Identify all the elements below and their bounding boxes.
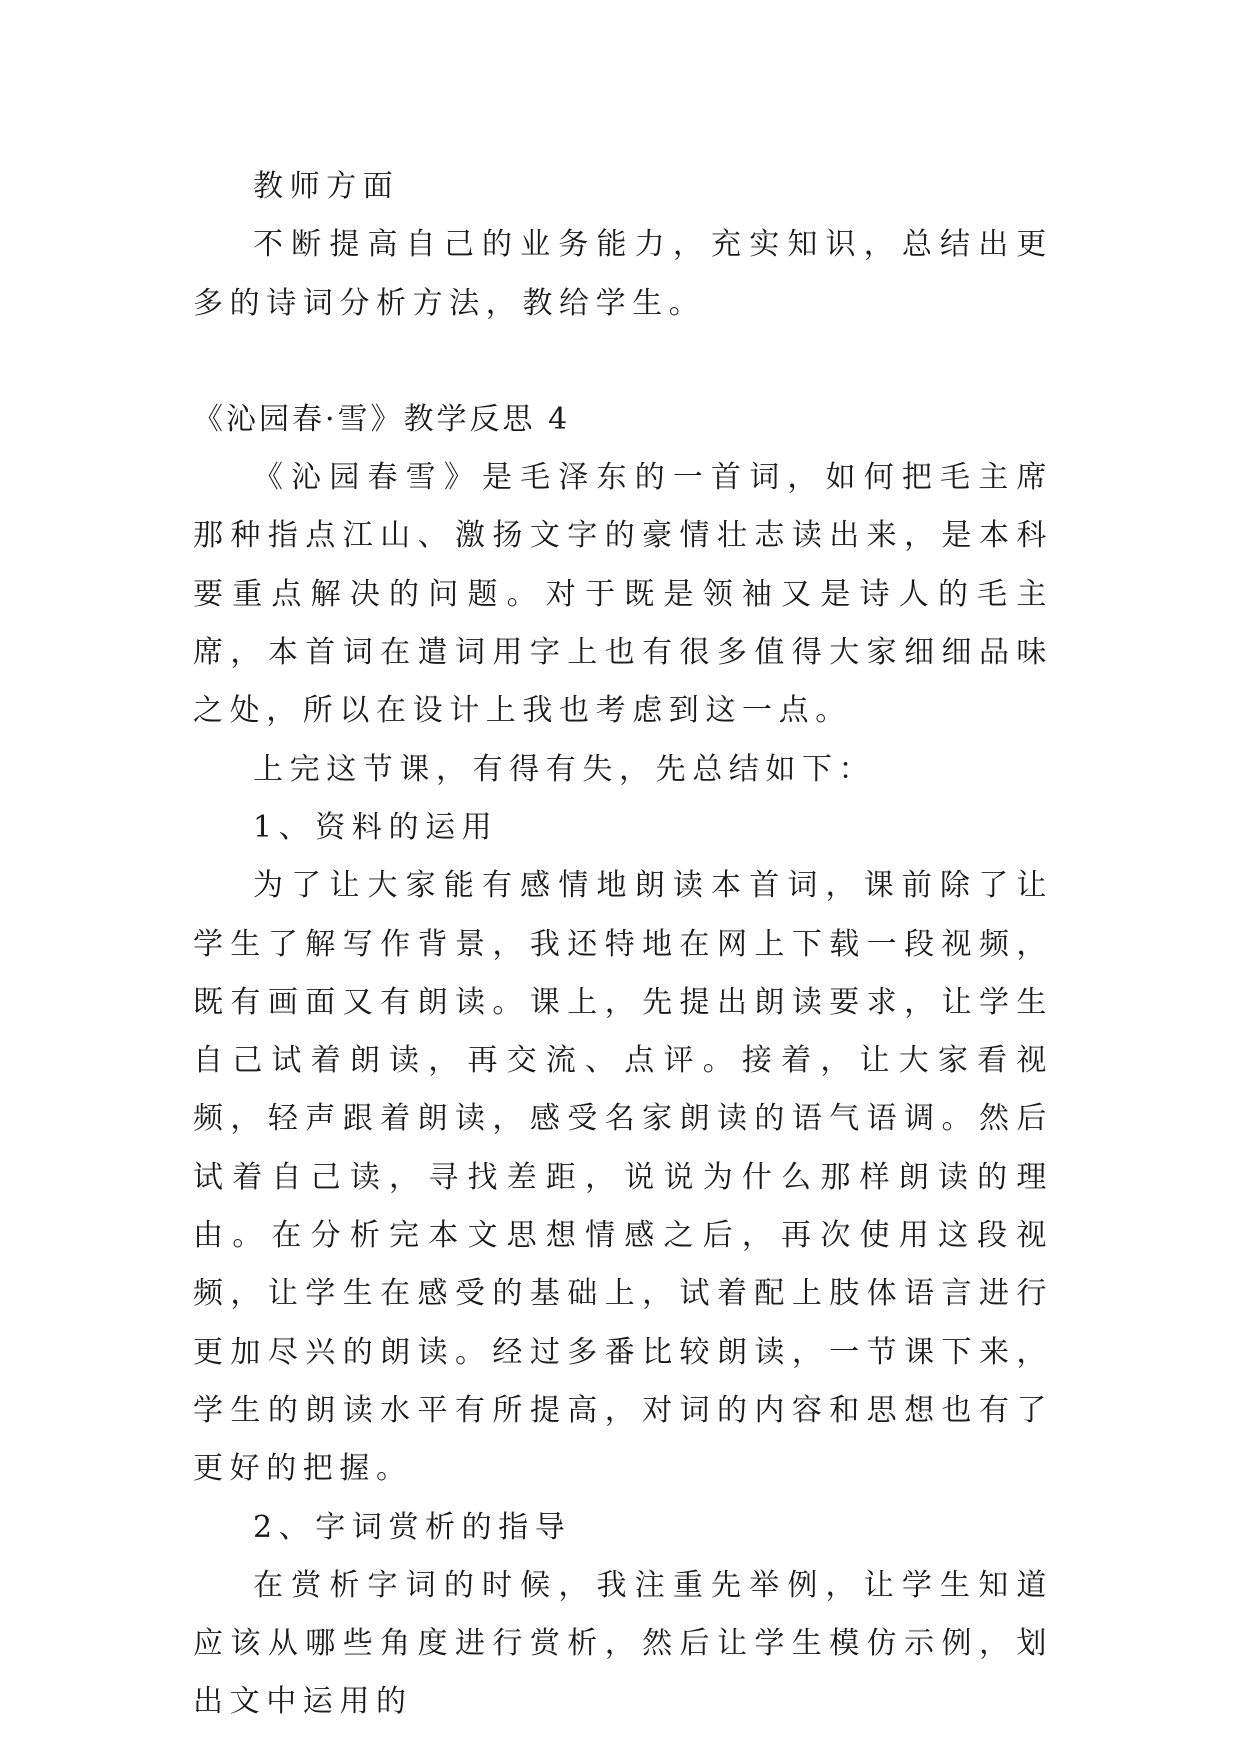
section-title: 《沁园春·雪》教学反思 4: [193, 401, 571, 437]
paragraph-teacher-body: 不断提高自己的业务能力，充实知识，总结出更多的诗词分析方法，教给学生。: [193, 227, 1053, 321]
document-body: [193, 158, 1053, 1732]
section-spacer: [193, 333, 1053, 391]
paragraph-intro: 《沁园春雪》是毛泽东的一首词，如何把毛主席那种指点江山、激扬文字的豪情壮志读出来，是本科要重点解决的问题。对于既是领袖又是诗人的毛主席，本首词在遣词用字上也有很多值得大家细细品味之处，所以在设计上我也考虑到这一点。: [193, 460, 1053, 729]
point1-body: 为了让大家能有感情地朗读本首词，课前除了让学生了解写作背景，我还特地在网上下载一段视频，既有画面又有朗读。课上，先提出朗读要求，让学生自己试着朗读，再交流、点评。接着，让大家看视频，轻声跟着朗读，感受名家朗读的语气语调。然后试着自己读，寻找差距，说说为什么那样朗读的理由。在分析完本文思想情感之后，再次使用这段视频，让学生在感受的基础上，试着配上肢体语言进行更加尽兴的朗读。经过多番比较朗读，一节课下来，学生的朗读水平有所提高，对词的内容和思想也有了更好的把握。: [193, 868, 1053, 1487]
point2-title: 2、字词赏析的指导: [253, 1509, 572, 1545]
paragraph-summary-lead: 上完这节课，有得有失，先总结如下：: [253, 751, 876, 787]
point2-body: 在赏析字词的时候，我注重先举例，让学生知道应该从哪些角度进行赏析，然后让学生模仿示例，划出文中运用的: [193, 1567, 1053, 1720]
point1-title: 1、资料的运用: [253, 809, 499, 845]
subheading-teacher: 教师方面: [253, 169, 400, 204]
